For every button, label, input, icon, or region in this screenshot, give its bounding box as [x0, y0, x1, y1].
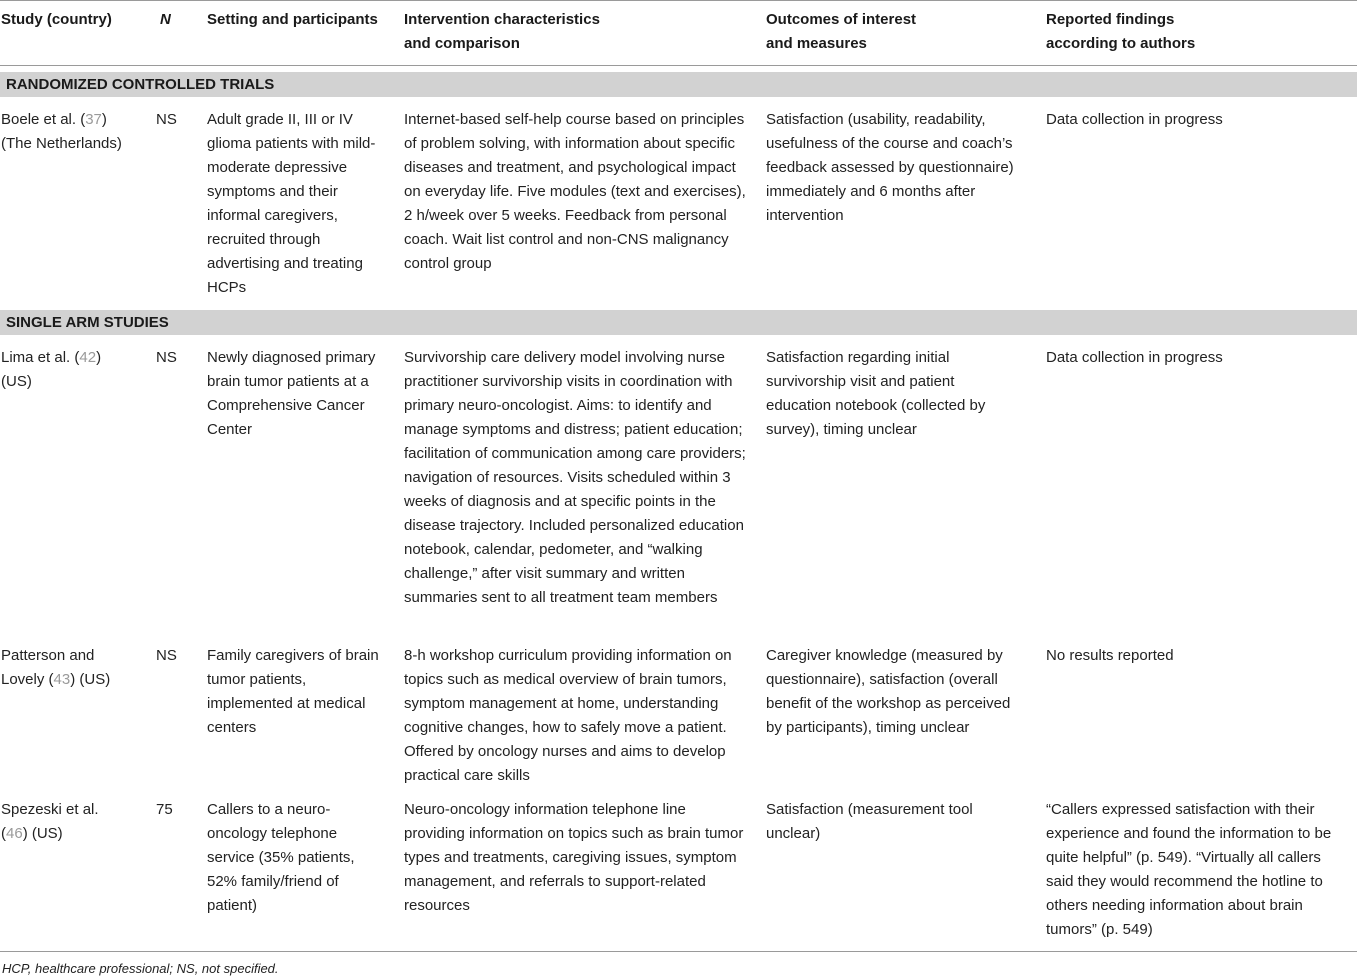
intervention-cell: 8-h workshop curriculum providing information on topics such as medical overview of brain tumors, symptom management at home, understanding cognitive changes, how to safely move a patient. Offered by oncology nurses and aims to develop practical care skills — [404, 647, 732, 784]
findings-cell: “Callers expressed satisfaction with their experience and found the information to be quite helpful” (p. 549). “Virtually all callers said they would recommend the hotline to others needing information about brain tumors” (p. 549) — [1046, 801, 1332, 938]
citation-link[interactable]: 43 — [53, 671, 71, 688]
setting-cell: Newly diagnosed primary brain tumor patients at a Comprehensive Cancer Center — [207, 349, 376, 438]
findings-cell: No results reported — [1046, 647, 1174, 664]
header-setting: Setting and participants — [207, 11, 378, 28]
setting-cell: Callers to a neuro-oncology telephone service (35% patients, 52% family/friend of patient) — [207, 801, 355, 914]
section-single-arm: SINGLE ARM STUDIES — [0, 310, 1357, 335]
outcomes-cell: Satisfaction (usability, readability, usefulness of the course and coach’s feedback assessed by questionnaire) immediately and 6 months after intervention — [766, 111, 1014, 224]
n-cell: NS — [156, 349, 177, 366]
n-cell: 75 — [156, 801, 173, 818]
table-footnote: HCP, healthcare professional; NS, not specified. — [2, 961, 279, 976]
citation-link[interactable]: 46 — [6, 825, 23, 842]
header-study: Study (country) — [1, 11, 112, 28]
header-outcomes: Outcomes of interest and measures — [766, 11, 917, 52]
n-cell: NS — [156, 647, 177, 664]
study-cell: Boele et al. (37) (The Netherlands) — [1, 111, 122, 152]
outcomes-cell: Caregiver knowledge (measured by questionnaire), satisfaction (overall benefit of the workshop as perceived by participants), timing unclear — [766, 647, 1011, 736]
header-findings: Reported findings according to authors — [1046, 11, 1196, 52]
findings-cell: Data collection in progress — [1046, 111, 1223, 128]
citation-link[interactable]: 37 — [85, 111, 102, 128]
findings-cell: Data collection in progress — [1046, 349, 1223, 366]
setting-cell: Family caregivers of brain tumor patients, implemented at medical centers — [207, 647, 379, 736]
intervention-cell: Neuro-oncology information telephone line providing information on topics such as brain tumor types and treatments, caregiving issues, symptom management, and referrals to support-related resources — [404, 801, 744, 914]
n-cell: NS — [156, 111, 177, 128]
section-rct: RANDOMIZED CONTROLLED TRIALS — [0, 72, 1357, 97]
table-top-rule — [0, 0, 1357, 1]
header-n: N — [160, 11, 171, 28]
outcomes-cell: Satisfaction regarding initial survivorship visit and patient education notebook (collected by survey), timing unclear — [766, 349, 986, 438]
header-intervention: Intervention characteristics and comparison — [404, 11, 600, 52]
citation-link[interactable]: 42 — [79, 349, 97, 366]
setting-cell: Adult grade II, III or IV glioma patients with mild-moderate depressive symptoms and their informal caregivers, recruited through advertising and treating HCPs — [207, 111, 376, 296]
header-rule — [0, 65, 1357, 66]
outcomes-cell: Satisfaction (measurement tool unclear) — [766, 801, 973, 842]
study-cell: Lima et al. (42) (US) — [1, 349, 102, 390]
study-cell: Patterson and Lovely (43) (US) — [1, 647, 111, 688]
intervention-cell: Survivorship care delivery model involving nurse practitioner survivorship visits in coordination with primary neuro-oncologist. Aims: to identify and manage symptoms and distress; patient education; facilitation of communication among care providers; navigation of resources. Visits scheduled within 3 weeks of diagnosis and at specific points in the disease trajectory. Included personalized education notebook, calendar, pedometer, and “walking challenge,” after visit summary and written summaries sent to all treatment team members — [404, 349, 746, 606]
study-cell: Spezeski et al. (46) (US) — [1, 801, 99, 842]
table-bottom-rule — [0, 951, 1357, 952]
intervention-cell: Internet-based self-help course based on principles of problem solving, with information about specific diseases and treatment, and psychological impact on everyday life. Five modules (text and exercises), 2 h/week over 5 weeks. Feedback from personal coach. Wait list control and non-CNS malignancy control group — [404, 111, 746, 272]
